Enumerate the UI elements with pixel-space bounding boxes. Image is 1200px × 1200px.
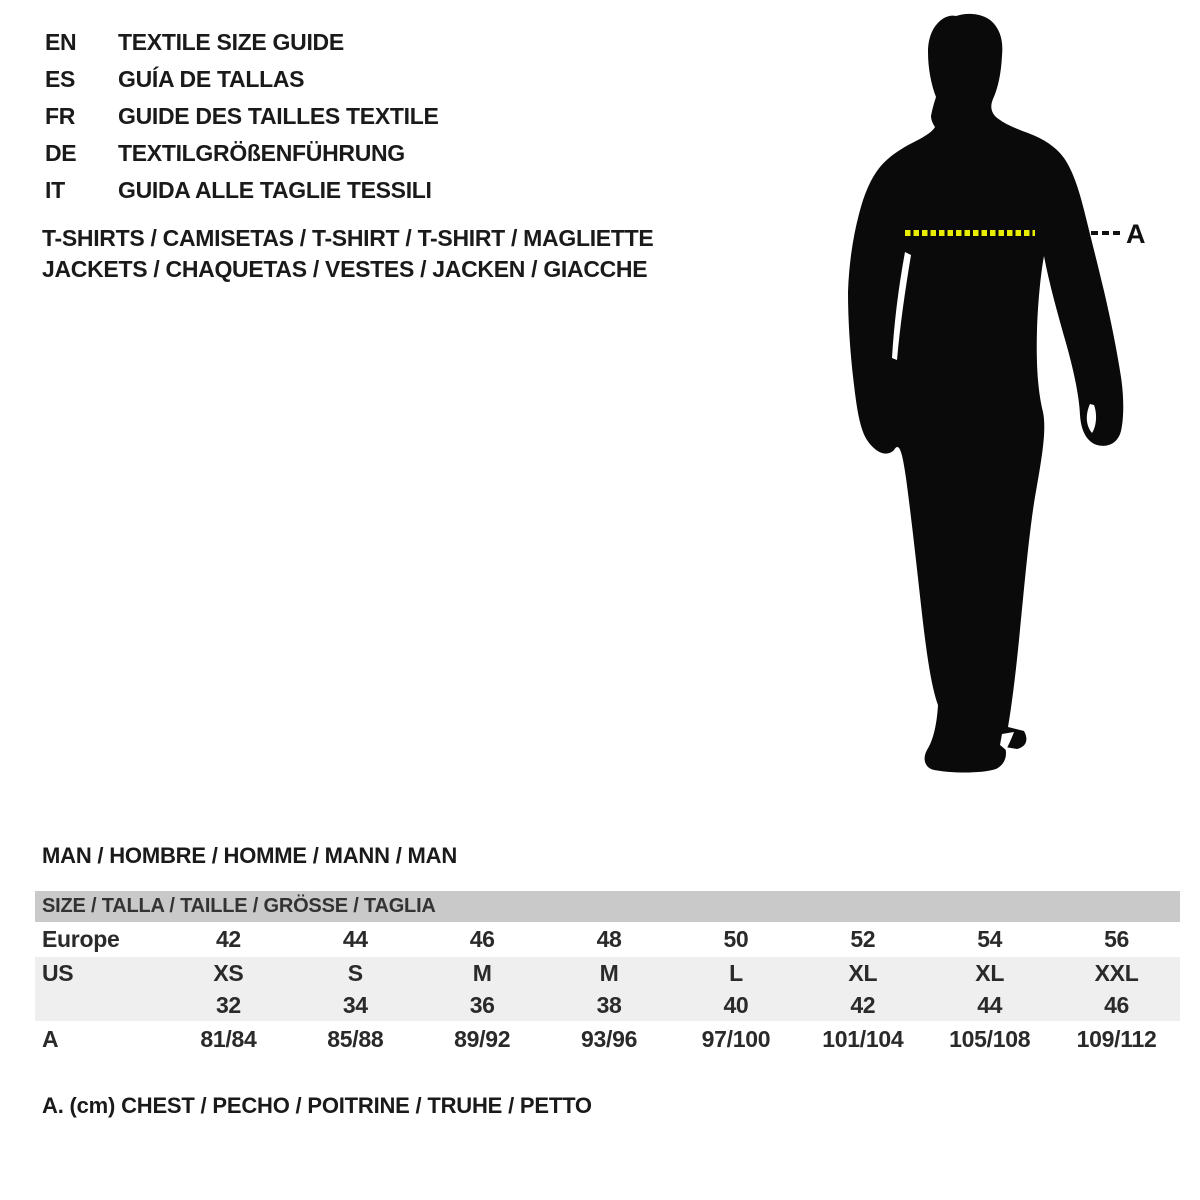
language-title: GUIDE DES TAILLES TEXTILE [118, 103, 439, 129]
language-code: IT [45, 177, 65, 203]
size-value: XL [848, 959, 878, 986]
size-value: 46 [469, 926, 495, 952]
row-label: US [42, 959, 74, 986]
language-row [45, 24, 439, 61]
language-row [45, 98, 439, 135]
language-row [45, 135, 439, 172]
man-silhouette-shape [848, 14, 1123, 773]
size-value: 97/100 [701, 1025, 771, 1052]
measure-label-a: A [1126, 219, 1146, 249]
language-title: TEXTILGRÖßENFÜHRUNG [118, 140, 405, 166]
language-list [45, 24, 439, 209]
size-value: 36 [469, 991, 495, 1018]
size-value: M [472, 959, 492, 986]
size-value: M [599, 959, 619, 986]
size-value: 50 [723, 926, 749, 952]
size-value: XS [213, 959, 244, 986]
size-value: S [347, 959, 363, 986]
size-table [35, 891, 1180, 1057]
size-value: XL [975, 959, 1005, 986]
table-row-chest-a [35, 1021, 1180, 1057]
category-line-jackets: JACKETS / CHAQUETAS / VESTES / JACKEN / GIACCHE [42, 256, 648, 282]
table-row-us [35, 957, 1180, 989]
size-value: 48 [596, 926, 622, 952]
section-title-man: MAN / HOMBRE / HOMME / MANN / MAN [42, 843, 458, 868]
category-list [42, 223, 653, 285]
size-value: 101/104 [822, 1025, 904, 1052]
size-value: 34 [342, 991, 368, 1018]
category-line-tshirts: T-SHIRTS / CAMISETAS / T-SHIRT / T-SHIRT / MAGLIETTE [42, 225, 654, 251]
size-value: 42 [850, 991, 876, 1018]
table-row-numeric [35, 989, 1180, 1021]
man-silhouette-figure [828, 0, 1168, 800]
row-label: A [42, 1025, 59, 1052]
size-value: 93/96 [581, 1025, 638, 1052]
size-value: 44 [977, 991, 1003, 1018]
language-code: FR [45, 103, 76, 129]
size-value: 44 [342, 926, 368, 952]
size-value: 81/84 [200, 1025, 257, 1052]
size-value: 54 [977, 926, 1003, 952]
size-value: XXL [1094, 959, 1139, 986]
language-row [45, 172, 439, 209]
language-code: EN [45, 29, 77, 55]
language-code: DE [45, 140, 77, 166]
size-value: 56 [1104, 926, 1130, 952]
size-value: 52 [850, 926, 876, 952]
size-value: 85/88 [327, 1025, 384, 1052]
language-title: GUIDA ALLE TAGLIE TESSILI [118, 177, 432, 203]
size-value: L [729, 959, 743, 986]
size-value: 109/112 [1076, 1025, 1157, 1052]
size-value: 89/92 [454, 1025, 511, 1052]
size-value: 46 [1104, 991, 1130, 1018]
language-row [45, 61, 439, 98]
language-title: GUÍA DE TALLAS [118, 66, 305, 92]
size-value: 105/108 [949, 1025, 1031, 1052]
man-silhouette-svg [828, 0, 1168, 800]
table-row-europe [35, 922, 1180, 957]
size-value: 42 [215, 926, 241, 952]
row-label: Europe [42, 926, 120, 952]
size-table-header: SIZE / TALLA / TAILLE / GRÖSSE / TAGLIA [35, 891, 1180, 922]
language-title: TEXTILE SIZE GUIDE [118, 29, 344, 55]
measurement-footnote: A. (cm) CHEST / PECHO / POITRINE / TRUHE / PETTO [42, 1093, 592, 1118]
size-value: 32 [215, 991, 241, 1018]
size-value: 40 [723, 991, 749, 1018]
size-value: 38 [596, 991, 622, 1018]
language-code: ES [45, 66, 76, 92]
